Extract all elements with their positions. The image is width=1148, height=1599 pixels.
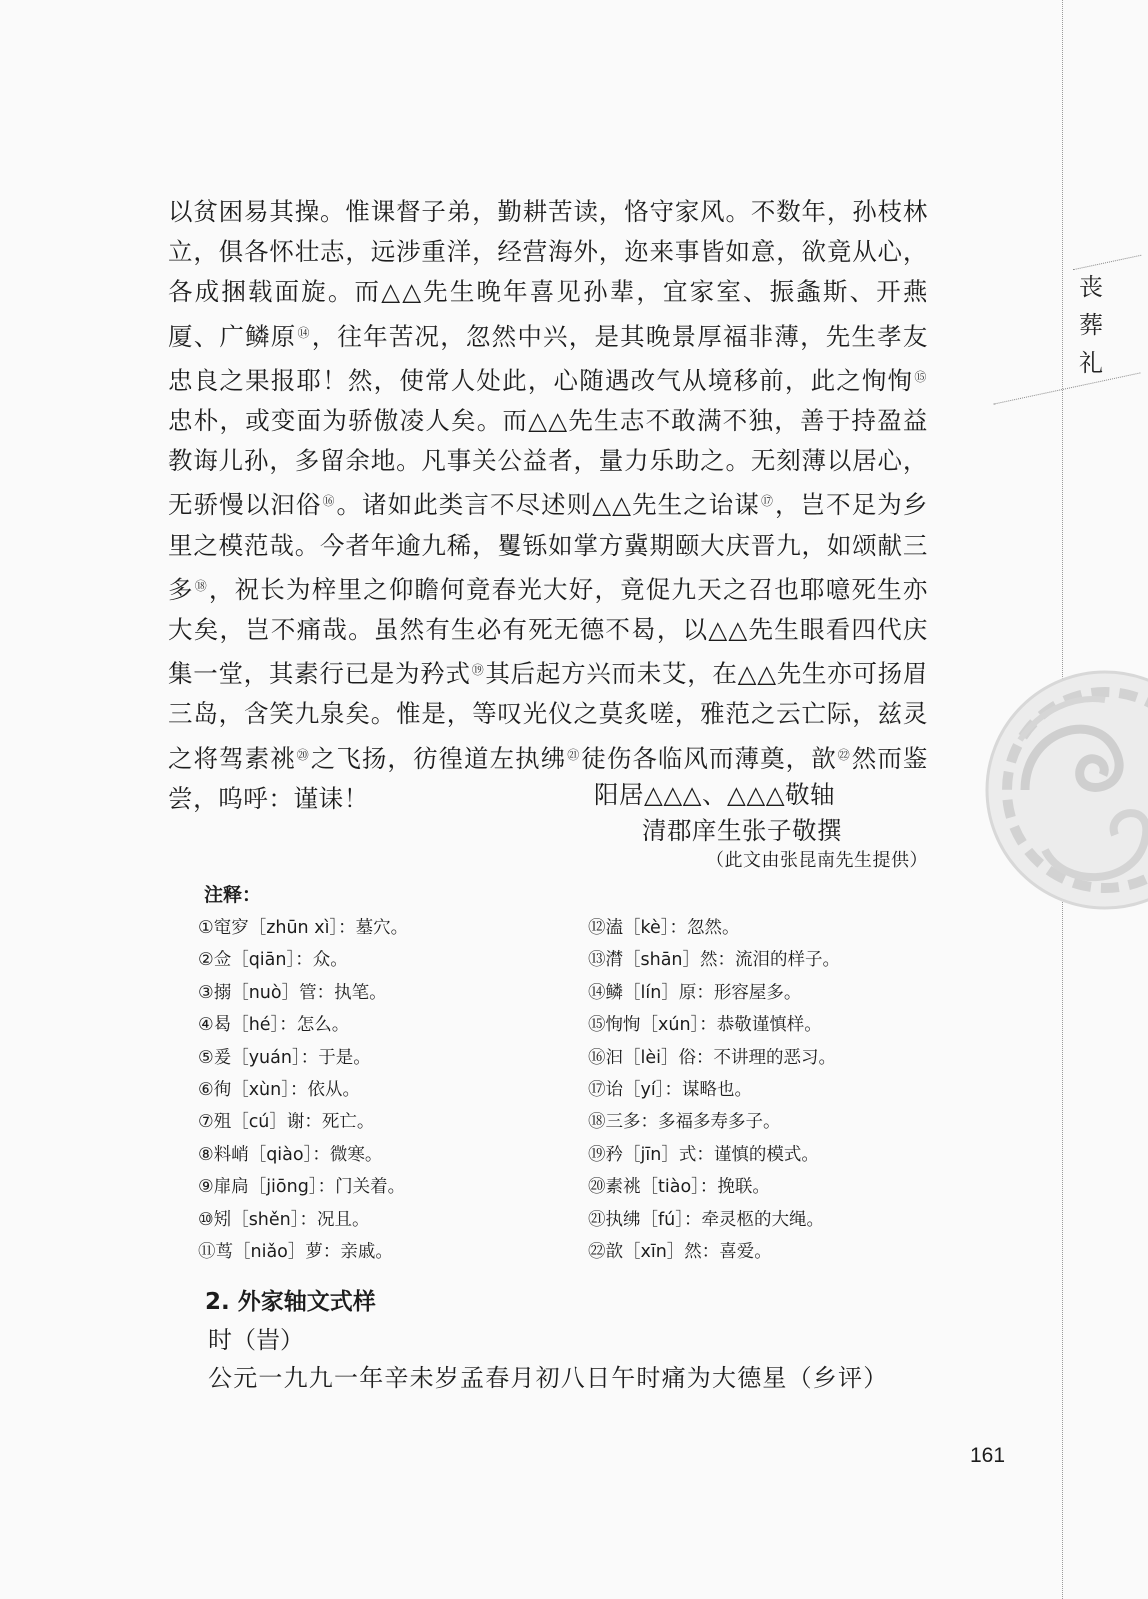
- note-item: ⑪茑［niǎo］萝：亲戚。: [198, 1241, 393, 1262]
- eulogy-paragraph: [168, 192, 928, 819]
- text-segment: ，岂不足为乡里之模范哉。今者年逾九稀，矍铄如掌方冀期颐大庆晋九，如颂献三多: [168, 490, 928, 604]
- notes-column-left: [198, 912, 408, 1268]
- note-item: ⑫溘［kè］：忽然。: [588, 918, 740, 938]
- section-heading: 2. 外家轴文式样: [205, 1289, 376, 1315]
- note-item: ④曷［hé］：怎么。: [198, 1015, 350, 1036]
- text-segment: 其后起方兴而未艾，在△△先生亦可扬眉三岛，含笑九泉矣。惟是，等叹光仪之莫炙嗟，雅范之云亡际，兹灵之将驾素祧: [168, 659, 929, 773]
- chapter-tab-char: 丧: [1079, 273, 1103, 301]
- signature-source-note: （此文由张昆南先生提供）: [706, 850, 928, 871]
- footnote-ref-16: ⑯: [322, 494, 336, 509]
- note-item: ㉒歆［xīn］然：喜爱。: [588, 1241, 772, 1262]
- signature-presenters: 阳居△△△、△△△敬轴: [594, 780, 836, 809]
- section-line: 时（旹）: [208, 1326, 304, 1354]
- note-item: ③搦［nuò］管：执笔。: [198, 982, 387, 1003]
- note-item: ⑨扉扃［jiōng］：门关着。: [198, 1177, 406, 1198]
- text-segment: 。诸如此类言不尽述则△△先生之诒谋: [336, 490, 760, 520]
- footnote-ref-20: ⑳: [296, 747, 310, 762]
- note-item: ⑯汩［lèi］俗：不讲理的恶习。: [588, 1047, 836, 1068]
- text-segment: ，往年苦况，忽然中兴，是其晚景厚福非薄，先生孝友忠良之果报耶！然，使常人处此，心随遇改气从境移前，此之恂恂: [168, 321, 928, 395]
- note-item: ⑲矜［jīn］式：谨慎的模式。: [588, 1144, 819, 1165]
- footnote-ref-19: ⑲: [471, 663, 485, 678]
- chapter-tab-char: 葬: [1079, 311, 1103, 339]
- chapter-tab-char: 礼: [1079, 349, 1103, 377]
- text-segment: 以贫困易其操。惟课督子弟，勤耕苦读，恪守家风。不数年，孙枝林立，俱各怀壮志，远涉重洋，经营海外，迩来事皆如意，欲竟从心，各成捆载面旋。而△△先生晚年喜见孙辈，宜家室、振螽斯、开燕厦、广鳞原: [168, 197, 928, 351]
- page-number: 161: [970, 1444, 1006, 1467]
- note-item: ⑦殂［cú］谢：死亡。: [198, 1112, 375, 1133]
- tab-line-bottom: [994, 372, 1141, 404]
- footnote-ref-21: ㉑: [567, 747, 581, 762]
- note-item: ⑤爰［yuán］：于是。: [198, 1047, 371, 1068]
- notes-heading: 注释：: [204, 884, 262, 906]
- text-segment: 之飞扬，彷徨道左执绋: [310, 743, 567, 773]
- note-item: ⑰诒［yí］：谋略也。: [588, 1079, 752, 1100]
- text-segment: ，祝长为梓里之仰瞻何竟春光大好，竟促九天之召也耶噫死生亦大矣，岂不痛哉。虽然有生必有死无德不曷，以△△先生眼看四代庆集一堂，其素行已是为矜式: [168, 574, 928, 689]
- note-item: ⑬潸［shān］然：流泪的样子。: [588, 950, 841, 971]
- footnote-ref-14: ⑭: [297, 325, 311, 340]
- note-item: ①窀穸［zhūn xì］：墓穴。: [198, 918, 409, 938]
- footnote-ref-15: ⑮: [914, 369, 927, 384]
- footnote-ref-22: ㉒: [837, 747, 851, 762]
- section-line: 公元一九九一年辛未岁孟春月初八日午时痛为大德星（乡评）: [208, 1364, 889, 1392]
- note-item: ⑭鳞［lín］原：形容屋多。: [588, 982, 802, 1003]
- note-item: ⑳素祧［tiào］：挽联。: [588, 1177, 770, 1198]
- eulogy-body-text: [168, 192, 928, 819]
- footnote-ref-17: ⑰: [760, 494, 775, 509]
- note-item: ⑮恂恂［xún］：恭敬谨慎样。: [588, 1015, 822, 1036]
- note-item: ⑱三多：多福多寿多子。: [588, 1112, 781, 1133]
- signature-author: 清郡庠生张子敬撰: [642, 816, 842, 845]
- note-item: ⑧料峭［qiào］：微寒。: [198, 1144, 383, 1165]
- notes-column-right: [588, 912, 840, 1268]
- text-segment: 然而鉴尝，呜呼：谨诔！: [168, 743, 928, 813]
- note-item: ⑩矧［shěn］：况且。: [198, 1209, 370, 1230]
- text-segment: 忠朴，或变面为骄傲凌人矣。而△△先生志不敢满不独，善于持盈益教诲儿孙，多留余地。凡事关公益者，量力乐助之。无刻薄以居心，无骄慢以汩俗: [168, 406, 928, 520]
- chapter-tab-label: [1076, 268, 1106, 382]
- decorative-ornament: [985, 650, 1148, 930]
- text-segment: 徒伤各临风而薄奠，歆: [581, 743, 837, 773]
- note-item: ㉑执绋［fú］：牵灵柩的大绳。: [588, 1209, 825, 1230]
- footnote-ref-18: ⑱: [194, 578, 208, 593]
- note-item: ⑥徇［xùn］：依从。: [198, 1079, 360, 1100]
- note-item: ②佥［qiān］：众。: [198, 950, 348, 971]
